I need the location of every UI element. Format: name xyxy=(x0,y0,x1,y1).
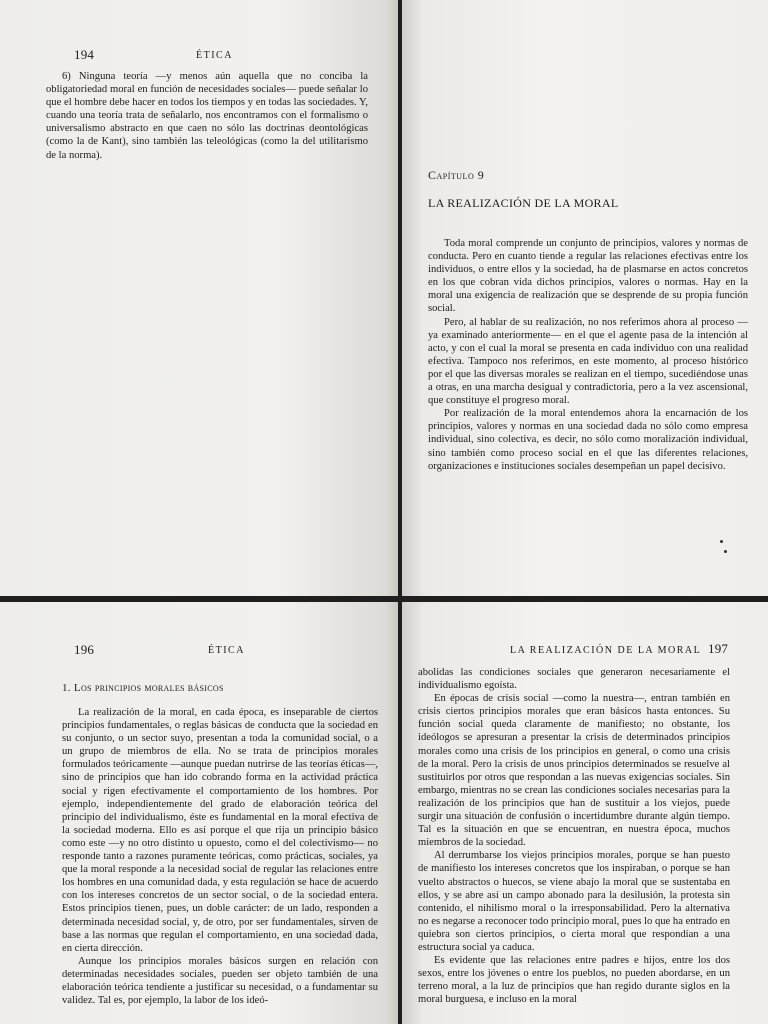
running-head: LA REALIZACIÓN DE LA MORAL xyxy=(510,645,702,656)
page-body xyxy=(428,237,748,473)
paragraph: En épocas de crisis social —como la nuestra—, entran también en crisis ciertos principios morales que eran básicos hasta entonces. Su función social queda claramente de manifiesto; no obstante, los ideólogos se apresuran a presentar la crisis de determinados principios morales como una crisis de los principios en general, o como una crisis de la moral. Pero la crisis de unos principios determinados se resuelve al sustituirlos por otros que respondan a las nuevas exigencias sociales. Sin embargo, mientras no se crean las condiciones sociales necesarias para la realización de los principios que han de sustituir a los viejos, puede surgir una situación de confusión o incertidumbre durante algún tiempo. Tal es la situación en que se encuentran, en nuestra época, muchos miembros de la sociedad. xyxy=(418,693,730,849)
ink-speck xyxy=(724,550,727,553)
paragraph: 6) Ninguna teoría —y menos aún aquella que no conciba la obligatoriedad moral en función de necesidades sociales— puede señalar lo que el hombre debe hacer en todos los tiempos y en todas las sociedades. Y, cuando una teoría trata de señalarlo, nos encontramos con el formalismo o universalismo abstracto en que caen no sólo las doctrinas deontológicas (como la de Kant), sino también las teleológicas (como la del utilitarismo de la norma). xyxy=(46,71,368,161)
paragraph: abolidas las condiciones sociales que generaron necesariamente el individualismo egoísta. xyxy=(418,667,730,692)
paragraph: La realización de la moral, en cada época, es inseparable de ciertos principios fundamentales, o reglas básicas de conducta que la sociedad en su conjunto, o un sector suyo, presentan a toda la comunidad social, o a un grupo de miembros de ella. No se trata de principios morales formulados teóricamente —aunque puedan nutrirse de las teorías éticas—, sino de principios que han ido cobrando forma en la actividad práctica social y rigen efectivamente el comportamiento de los hombres. Por ejemplo, independientemente del grado de elaboración teórica del principio del individualismo, éste es fundamental en la moral efectiva de la sociedad moderna. Ello es así porque el que rija un principio básico como este —y no otro distinto u opuesto, como el del colectivismo— no responde tanto a razones puramente teóricas, como prácticas, sociales, ya que la moral responde a la necesidad social de regular las relaciones entre los hombres en una comunidad dada, y esta regulación se hace de acuerdo con los intereses concretos de un sector social, o de la sociedad entera. Estos principios tienen, pues, un doble carácter: de un lado, responden a determinada necesidad social, y, de otro, por ser fundamentales, sirven de base a las normas que regulan el comportamiento, en una sociedad dada, en cierta dirección. xyxy=(62,707,378,954)
ink-speck xyxy=(720,540,723,543)
section-heading xyxy=(62,682,224,694)
page-body xyxy=(62,706,378,1007)
paragraph: Pero, al hablar de su realización, no nos referimos ahora al proceso —ya examinado anteriormente— en el que el agente pasa de la intención al acto, y con el cual la moral se presenta en cada individuo con una realidad efectiva. Tampoco nos referimos, en este momento, al proceso histórico por el que las diversas morales se realizan en el tiempo, sucediéndose unas a otras, en una marcha desigual y contradictoria, pero a la vez ascensional, que constituye el progreso moral. xyxy=(428,316,748,407)
page-194 xyxy=(0,0,398,596)
paragraph: Al derrumbarse los viejos principios morales, porque se han puesto de manifiesto los intereses concretos que los inspiraban, o porque se han vuelto abstractos o huecos, se viene abajo la moral que se sustentaba en ellos, y se abre así un campo abonado para la desilusión, la protesta sin contenido, el nihilismo moral o la irresponsabilidad. Pero la alternativa no es negarse a reconocer todo principio moral, pues lo que ha entrado en quiebra son ciertos principios, o cierta moral que respondían a una estructura social ya caduca. xyxy=(418,850,730,953)
section-number: 1. xyxy=(62,682,71,694)
running-head: ÉTICA xyxy=(208,645,245,656)
section-title: Los principios morales básicos xyxy=(73,682,224,694)
page-197 xyxy=(402,602,768,1024)
running-head: ÉTICA xyxy=(196,50,233,61)
paragraph: Aunque los principios morales básicos surgen en relación con determinadas necesidades sociales, pueden ser objeto también de una elaboración teórica tendiente a justificar su necesidad, o a fundamentar su validez. Tal es, por ejemplo, la labor de los ideó- xyxy=(62,955,378,1007)
page-number: 197 xyxy=(708,641,729,656)
chapter-label: Capítulo 9 xyxy=(428,168,485,182)
paragraph: Por realización de la moral entendemos ahora la encarnación de los principios, valores y normas en una sociedad dada no sólo como empresa individual, sino colectiva, es decir, no sólo como moralización individual, sino también como proceso social en el que las diferentes relaciones, organizaciones e instituciones sociales desempeñan un papel decisivo. xyxy=(428,408,748,472)
page-number: 194 xyxy=(74,47,95,62)
paragraph: Es evidente que las relaciones entre padres e hijos, entre los dos sexos, entre los jóvenes o entre los pueblos, no pueden abordarse, en un terreno moral, a la luz de principios que han regido durante siglos en la moral burguesa, e incluso en la moral xyxy=(418,955,730,1006)
page-195 xyxy=(402,0,768,596)
page-body xyxy=(46,70,368,162)
page-body xyxy=(418,666,730,1006)
page-number: 196 xyxy=(74,642,95,657)
page-196 xyxy=(0,602,398,1024)
paragraph: Toda moral comprende un conjunto de principios, valores y normas de conducta. Pero en cuanto tiende a regular las relaciones efectivas entre los individuos, o entre ellos y la sociedad, ha de plasmarse en actos concretos en los que cobran vida dichos principios, valores o normas. Hay en la moral una exigencia de realización que se desprende de su propia función social. xyxy=(428,238,748,315)
chapter-title: LA REALIZACIÓN DE LA MORAL xyxy=(428,196,619,210)
